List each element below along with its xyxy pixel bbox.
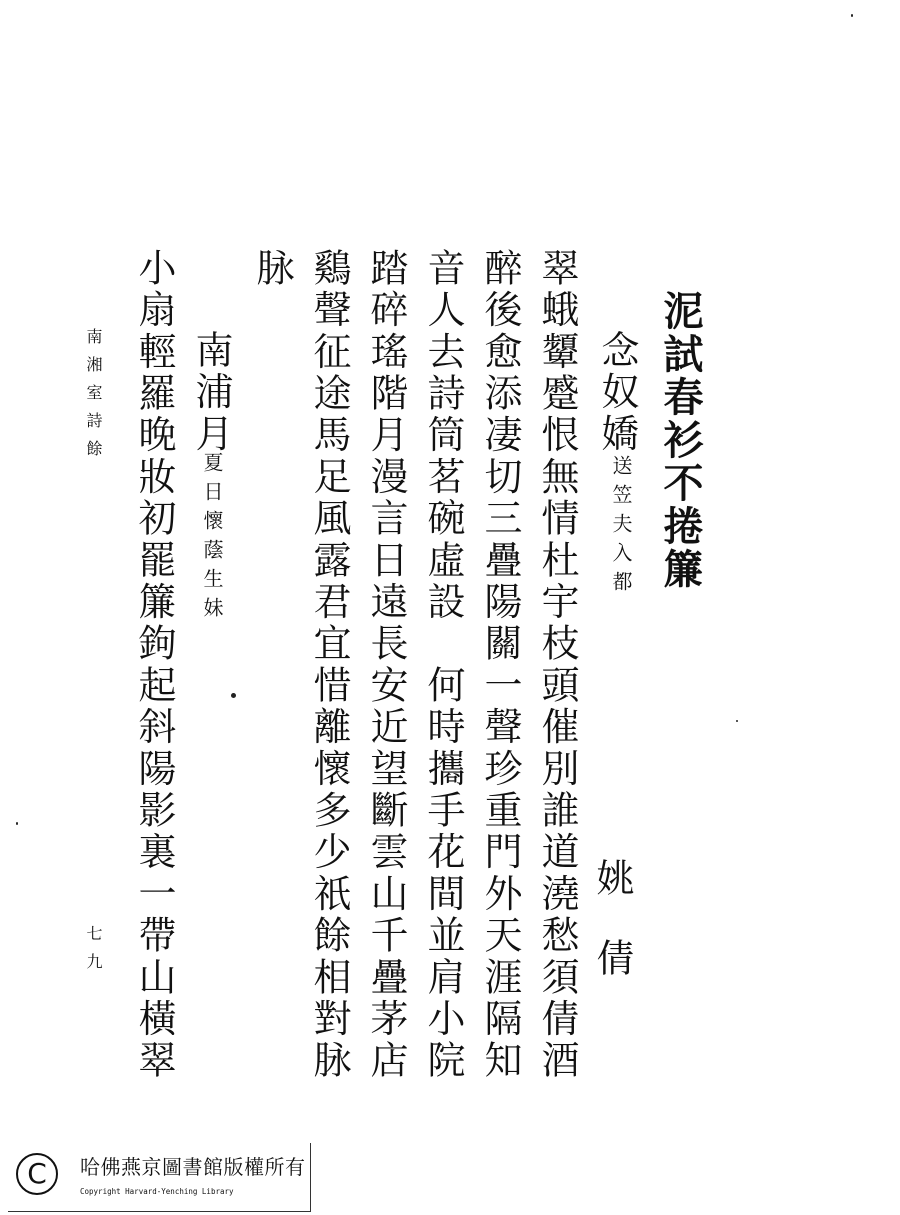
poem1-tune-note: 送笠夫入都 [609, 455, 633, 600]
copyright-icon: C [16, 1153, 58, 1195]
poem1-line-4: 踏碎瑤階月漫言日遠長安近望斷雲山千疊茅店 [364, 248, 408, 1082]
poem2-line-1: 小扇輕羅晚妝初罷簾鉤起斜陽影裏一帶山橫翠 [132, 248, 176, 1082]
ink-speck [16, 822, 18, 825]
poem2-tune-name: 南浦月 [189, 330, 233, 456]
poem1-tune-name: 念奴嬌 [595, 330, 639, 456]
poem1-line-3: 音人去詩筒茗碗虛設 何時攜手花間並肩小院 [421, 248, 465, 1082]
poem1-line-1: 翠蛾顰蹙恨無情杜宇枝頭催別誰道澆愁須倩酒 [535, 248, 579, 1082]
copyright-text-chinese: 哈佛燕京圖書館版權所有 [80, 1155, 306, 1179]
page-number: 七九 [84, 925, 103, 981]
copyright-text-english: Copyright Harvard-Yenching Library [80, 1187, 234, 1196]
poem1-author-given: 倩 [590, 938, 634, 980]
copyright-stamp [8, 1143, 311, 1212]
ink-speck [851, 14, 853, 17]
poem1-line-5: 鷄聲征途馬足風露君宜惜離懷多少祇餘相對脉 [307, 248, 351, 1082]
poem1-line-6: 脉 [250, 248, 294, 290]
book-title: 南湘室詩餘 [84, 328, 103, 468]
poem1-author-surname: 姚 [590, 858, 634, 900]
poem2-tune-note: 夏日懷蔭生妹 [200, 452, 224, 626]
ink-speck [736, 720, 738, 722]
poem1-title-line: 泥試春衫不捲簾 [657, 290, 704, 591]
poem1-line-2: 醉後愈添凄切三疊陽關一聲珍重門外天涯隔知 [478, 248, 522, 1082]
ink-speck [231, 693, 236, 698]
